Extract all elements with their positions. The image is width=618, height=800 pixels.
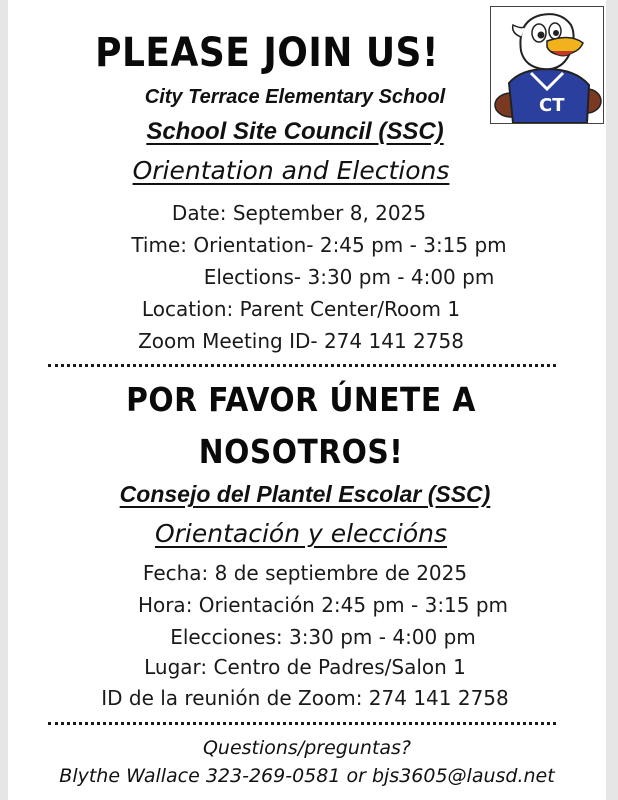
date-english: Date: September 8, 2025	[171, 201, 427, 225]
zoom-id-spanish: ID de la reunión de Zoom: 274 141 2758	[101, 686, 509, 710]
location-spanish: Lugar: Centro de Padres/Salon 1	[144, 655, 466, 679]
questions-prompt: Questions/preguntas?	[202, 737, 412, 759]
time-english: Time: Orientation- 2:45 pm - 3:15 pm	[131, 233, 507, 257]
english-title: PLEASE JOIN US!	[95, 30, 439, 76]
contact-divider	[48, 722, 556, 725]
spanish-subtitle: Orientación y eleccións	[154, 519, 448, 548]
mascot-monogram: CT	[539, 95, 565, 116]
english-subtitle: Orientation and Elections	[132, 156, 450, 185]
section-divider	[48, 364, 556, 367]
school-name: City Terrace Elementary School	[144, 86, 446, 108]
date-spanish: Fecha: 8 de septiembre de 2025	[142, 561, 468, 585]
elections-time-english: Elections- 3:30 pm - 4:00 pm	[203, 265, 495, 289]
time-spanish: Hora: Orientación 2:45 pm - 3:15 pm	[137, 593, 509, 617]
elections-time-spanish: Elecciones: 3:30 pm - 4:00 pm	[170, 625, 476, 649]
spanish-title-line2: NOSOTROS!	[198, 432, 404, 471]
council-name-spanish: Consejo del Plantel Escolar (SSC)	[119, 481, 491, 507]
spanish-title-line1: POR FAVOR ÚNETE A	[126, 380, 476, 419]
contact-line: Blythe Wallace 323-269-0581 or bjs3605@lausd.net	[59, 765, 555, 787]
council-name-english: School Site Council (SSC)	[146, 118, 444, 145]
location-english: Location: Parent Center/Room 1	[141, 297, 461, 321]
zoom-id-english: Zoom Meeting ID- 274 141 2758	[138, 329, 464, 353]
